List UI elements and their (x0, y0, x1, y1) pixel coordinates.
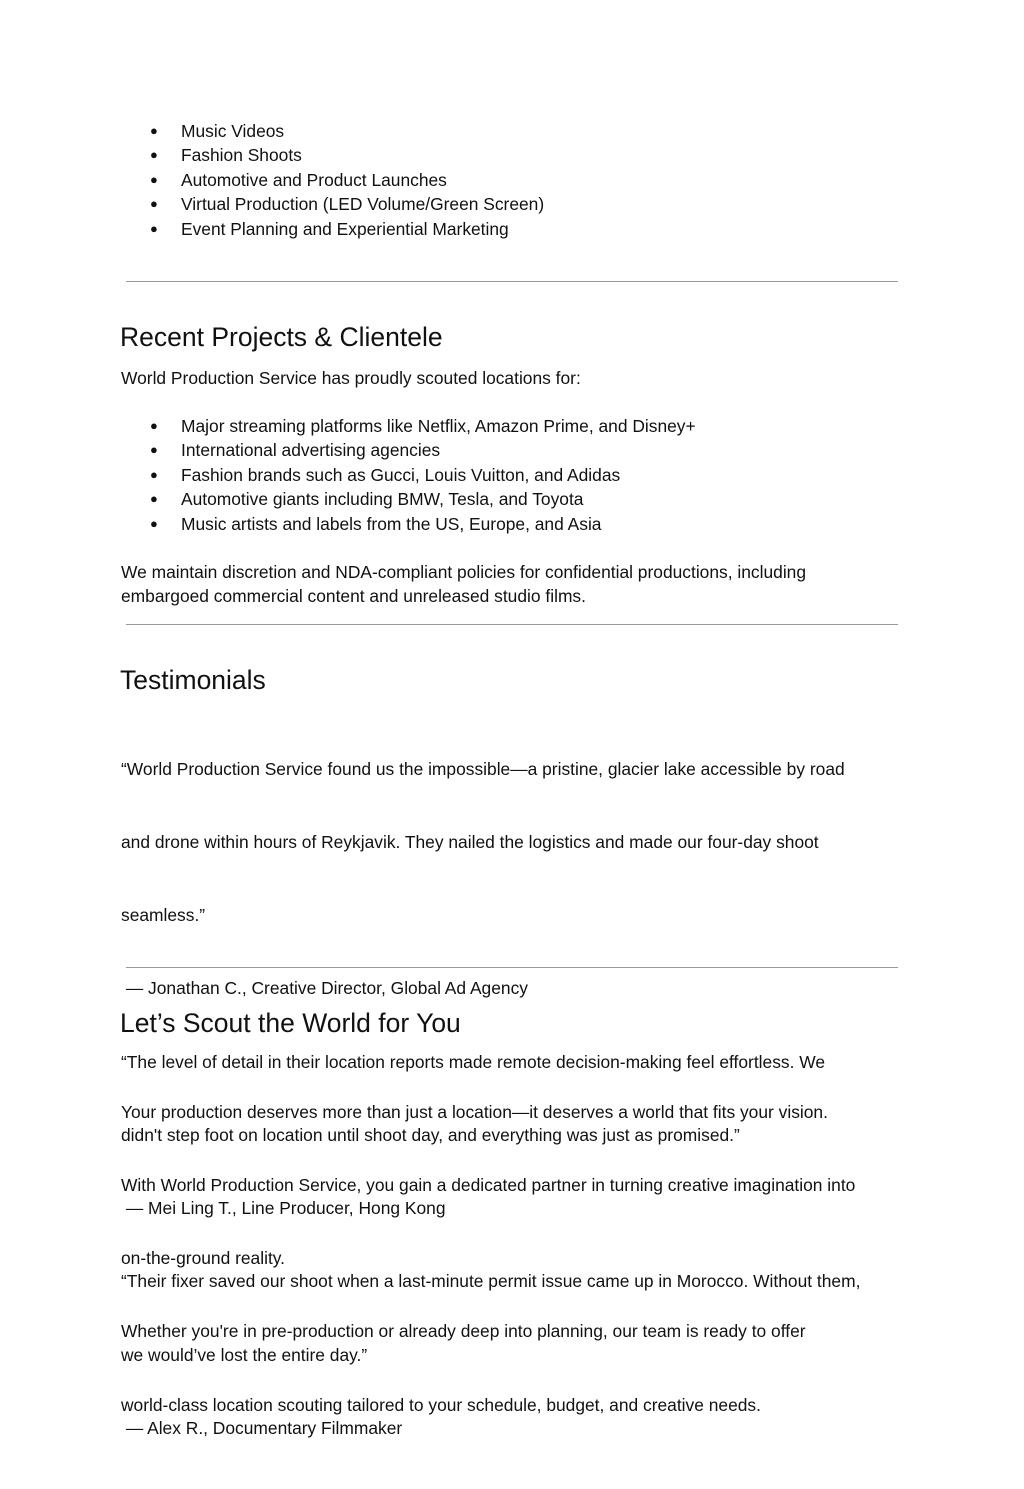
services-list (150, 119, 910, 241)
testimonial-attribution: — Mei Ling T., Line Producer, Hong Kong (121, 1198, 446, 1219)
paragraph-line: world-class location scouting tailored to your schedule, budget, and creative needs. (121, 1394, 761, 1415)
bullet-icon: ● (150, 466, 158, 482)
bullet-icon: ● (150, 196, 158, 212)
projects-note (121, 560, 911, 609)
list-item (150, 217, 910, 241)
list-item-text: Event Planning and Experiential Marketing (181, 218, 509, 239)
projects-intro (121, 366, 911, 390)
paragraph-line: With World Production Service, you gain a dedicated partner in turning creative imagination into (121, 1175, 856, 1196)
list-item (150, 143, 910, 167)
paragraph-line: Whether you're in pre-production or already deep into planning, our team is ready to offer (121, 1321, 806, 1342)
bullet-icon: ● (150, 515, 158, 531)
projects-intro-text: World Production Service has proudly scouted locations for: (121, 368, 581, 388)
list-item (150, 487, 910, 511)
list-item (150, 463, 910, 487)
list-item-text: Virtual Production (LED Volume/Green Screen) (181, 194, 545, 215)
list-item (150, 192, 910, 216)
testimonial-attribution: — Alex R., Documentary Filmmaker (121, 1417, 403, 1438)
horizontal-divider (126, 624, 898, 625)
list-item-text: Music artists and labels from the US, Europe, and Asia (181, 513, 602, 534)
bullet-icon: ● (150, 171, 158, 187)
list-item (150, 512, 910, 536)
testimonial-line: “World Production Service found us the impossible—a pristine, glacier lake accessible by road (121, 758, 845, 779)
list-item (150, 119, 910, 143)
list-item (150, 414, 910, 438)
bullet-icon: ● (150, 418, 158, 433)
testimonial-line: “The level of detail in their location reports made remote decision-making feel effortless. We (121, 1051, 826, 1072)
testimonial-line: and drone within hours of Reykjavik. They nailed the logistics and made our four-day shoot (121, 832, 819, 853)
paragraph-line: Your production deserves more than just a location—it deserves a world that fits your vision. (121, 1101, 828, 1122)
list-item (150, 168, 910, 192)
horizontal-divider (126, 281, 898, 282)
testimonial-line: “Their fixer saved our shoot when a last-minute permit issue came up in Morocco. Without them, (121, 1271, 861, 1292)
paragraph-line: on-the-ground reality. (121, 1248, 286, 1269)
testimonial-line: we would’ve lost the entire day.” (121, 1344, 368, 1365)
bullet-icon: ● (150, 491, 158, 507)
list-item-text: Music Videos (181, 121, 285, 141)
list-item-text: Automotive and Product Launches (181, 169, 447, 190)
projects-heading: Recent Projects & Clientele (120, 322, 443, 352)
list-item-text: Fashion brands such as Gucci, Louis Vuitton, and Adidas (181, 464, 621, 485)
bullet-icon: ● (150, 123, 158, 138)
bullet-icon: ● (150, 147, 158, 163)
bullet-icon: ● (150, 442, 158, 458)
list-item-text: Major streaming platforms like Netflix, Amazon Prime, and Disney+ (181, 416, 696, 436)
horizontal-divider (126, 967, 898, 968)
paragraph-line: We maintain discretion and NDA-compliant policies for confidential productions, including (121, 562, 807, 582)
list-item-text: Automotive giants including BMW, Tesla, and Toyota (181, 489, 584, 510)
testimonial-line: seamless.” (121, 905, 206, 926)
clients-list (150, 414, 910, 536)
testimonial-attribution: — Jonathan C., Creative Director, Global Ad Agency (121, 978, 528, 999)
list-item (150, 438, 910, 462)
list-item-text: International advertising agencies (181, 440, 441, 461)
closing-body (121, 1051, 911, 1466)
list-item-text: Fashion Shoots (181, 145, 302, 166)
paragraph-line: embargoed commercial content and unreleased studio films. (121, 586, 586, 607)
testimonials-heading: Testimonials (120, 665, 266, 695)
closing-heading: Let’s Scout the World for You (120, 1008, 461, 1038)
bullet-icon: ● (150, 220, 158, 236)
testimonial-line: didn't step foot on location until shoot day, and everything was just as promised.” (121, 1124, 740, 1145)
